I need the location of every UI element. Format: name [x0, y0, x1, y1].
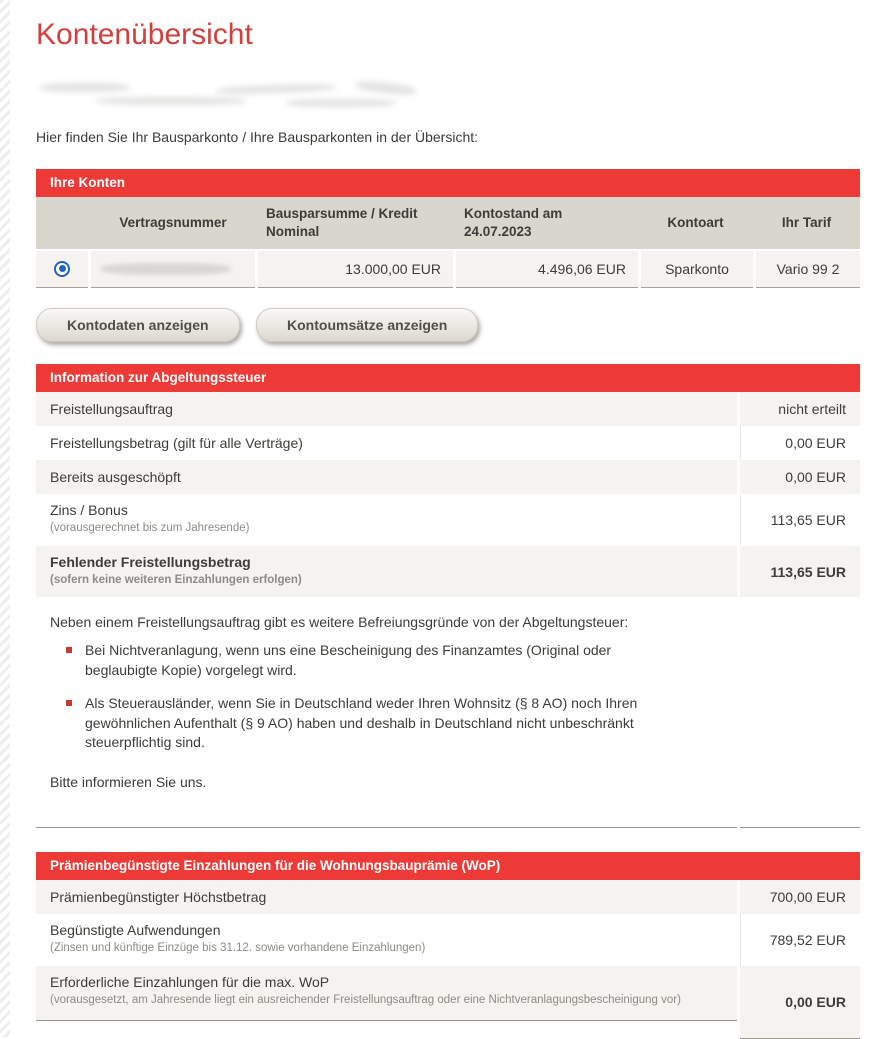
wop-header-bar: Prämienbegünstigte Einzahlungen für die Wohnungsbauprämie (WoP) — [36, 852, 860, 880]
row-value: 0,00 EUR — [740, 966, 860, 1039]
bullet-icon — [66, 700, 72, 706]
note-bullet-list — [50, 641, 846, 753]
row-sublabel: (vorausgerechnet bis zum Jahresende) — [50, 522, 250, 535]
account-radio-cell — [36, 251, 88, 288]
tax-info-row-freistellungsauftrag — [36, 392, 860, 426]
col-vertragsnummer: Vertragsnummer — [119, 214, 227, 230]
col-kontoart: Kontoart — [667, 214, 724, 230]
row-label: Begünstigte Aufwendungen (Zinsen und künftige Einzüge bis 31.12. sowie vorhandene Einzahlungen) — [36, 914, 737, 966]
account-kontostand: 4.496,06 EUR — [456, 251, 638, 288]
wop-table — [36, 852, 860, 1022]
list-item: Bei Nichtveranlagung, wenn uns eine Bescheinigung des Finanzamtes (Original oder beglaubigte Kopie) vorgelegt wird. — [66, 641, 846, 680]
tax-info-table — [36, 364, 860, 828]
kontodaten-button[interactable]: Kontodaten anzeigen — [36, 308, 240, 342]
tax-exemption-note — [36, 597, 860, 826]
row-sublabel: (vorausgesetzt, am Jahresende liegt ein ausreichender Freistellungsauftrag oder eine Nichtveranlagungsbescheinigung vor) — [50, 993, 681, 1006]
row-value: 113,65 EUR — [740, 494, 860, 546]
row-label: Prämienbegünstigter Höchstbetrag — [36, 880, 737, 914]
bullet-icon — [66, 647, 72, 653]
col-bausparsumme: Bausparsumme / Kredit Nominal — [266, 205, 418, 239]
accounts-column-headers — [36, 197, 860, 249]
wop-row-aufwendungen — [36, 914, 860, 966]
wop-row-hoechstbetrag — [36, 880, 860, 914]
row-label: Freistellungsauftrag — [36, 392, 737, 426]
row-value: 0,00 EUR — [740, 426, 860, 460]
accounts-table — [36, 169, 860, 288]
account-row[interactable] — [36, 251, 860, 288]
redacted-contract-number — [101, 263, 231, 275]
kontoumsaetze-button[interactable]: Kontoumsätze anzeigen — [256, 308, 478, 342]
row-label: Bereits ausgeschöpft — [36, 460, 737, 494]
account-radio-selected-icon[interactable] — [54, 261, 70, 277]
wop-row-erforderliche-einzahlungen — [36, 966, 860, 1022]
account-bausparsumme: 13.000,00 EUR — [258, 251, 453, 288]
row-value: nicht erteilt — [740, 392, 860, 426]
account-actions — [36, 308, 860, 342]
row-sublabel: (Zinsen und künftige Einzüge bis 31.12. sowie vorhandene Einzahlungen) — [50, 942, 426, 954]
tax-info-row-fehlender-betrag — [36, 546, 860, 598]
tax-info-header-bar: Information zur Abgeltungssteuer — [36, 364, 860, 392]
intro-text: Hier finden Sie Ihr Bausparkonto / Ihre Bausparkonten in der Übersicht: — [36, 128, 479, 145]
account-tarif: Vario 99 2 — [756, 251, 860, 288]
row-value: 113,65 EUR — [740, 546, 860, 598]
account-kontoart: Sparkonto — [641, 251, 753, 288]
row-sublabel: (sofern keine weiteren Einzahlungen erfolgen) — [50, 573, 302, 586]
note-intro: Neben einem Freistellungsauftrag gibt es weitere Befreiungsgründe von der Abgeltungsteuer: — [50, 614, 629, 631]
row-value: 700,00 EUR — [740, 880, 860, 914]
col-radio-spacer — [36, 217, 90, 229]
row-value: 789,52 EUR — [740, 914, 860, 966]
col-kontostand: Kontostand am 24.07.2023 — [464, 205, 563, 239]
accounts-header-bar: Ihre Konten — [36, 169, 860, 197]
page-title: Kontenübersicht — [36, 18, 253, 51]
row-label: Fehlender Freistellungsbetrag (sofern keine weiteren Einzahlungen erfolgen) — [36, 546, 737, 598]
account-vertragsnummer-cell — [91, 251, 255, 288]
row-label: Freistellungsbetrag (gilt für alle Verträge) — [50, 434, 303, 451]
list-item: Als Steuerausländer, wenn Sie in Deutschland weder Ihren Wohnsitz (§ 8 AO) noch Ihren gewöhnlichen Aufenthalt (§ 9 AO) haben und deshalb in Deutschland nicht unbeschränkt steuerpflichtig sind. — [66, 694, 846, 753]
row-value: 0,00 EUR — [740, 460, 860, 494]
page-edge-texture — [0, 0, 10, 1037]
tax-info-row-freistellungsbetrag — [36, 426, 860, 460]
col-tarif: Ihr Tarif — [781, 214, 832, 230]
redacted-customer-info — [36, 77, 436, 113]
row-label: Zins / Bonus (vorausgerechnet bis zum Jahresende) — [36, 494, 737, 546]
tax-info-row-zins-bonus — [36, 494, 860, 546]
table-bottom-border — [36, 827, 860, 828]
note-footer: Bitte informieren Sie uns. — [50, 774, 207, 791]
row-label: Erforderliche Einzahlungen für die max. WoP (vorausgesetzt, am Jahresende liegt ein ausreichender Freistellungsauftrag oder eine Nichtveranlagungsbescheinigung vor) — [36, 966, 737, 1022]
tax-info-row-ausgeschoepft — [36, 460, 860, 494]
